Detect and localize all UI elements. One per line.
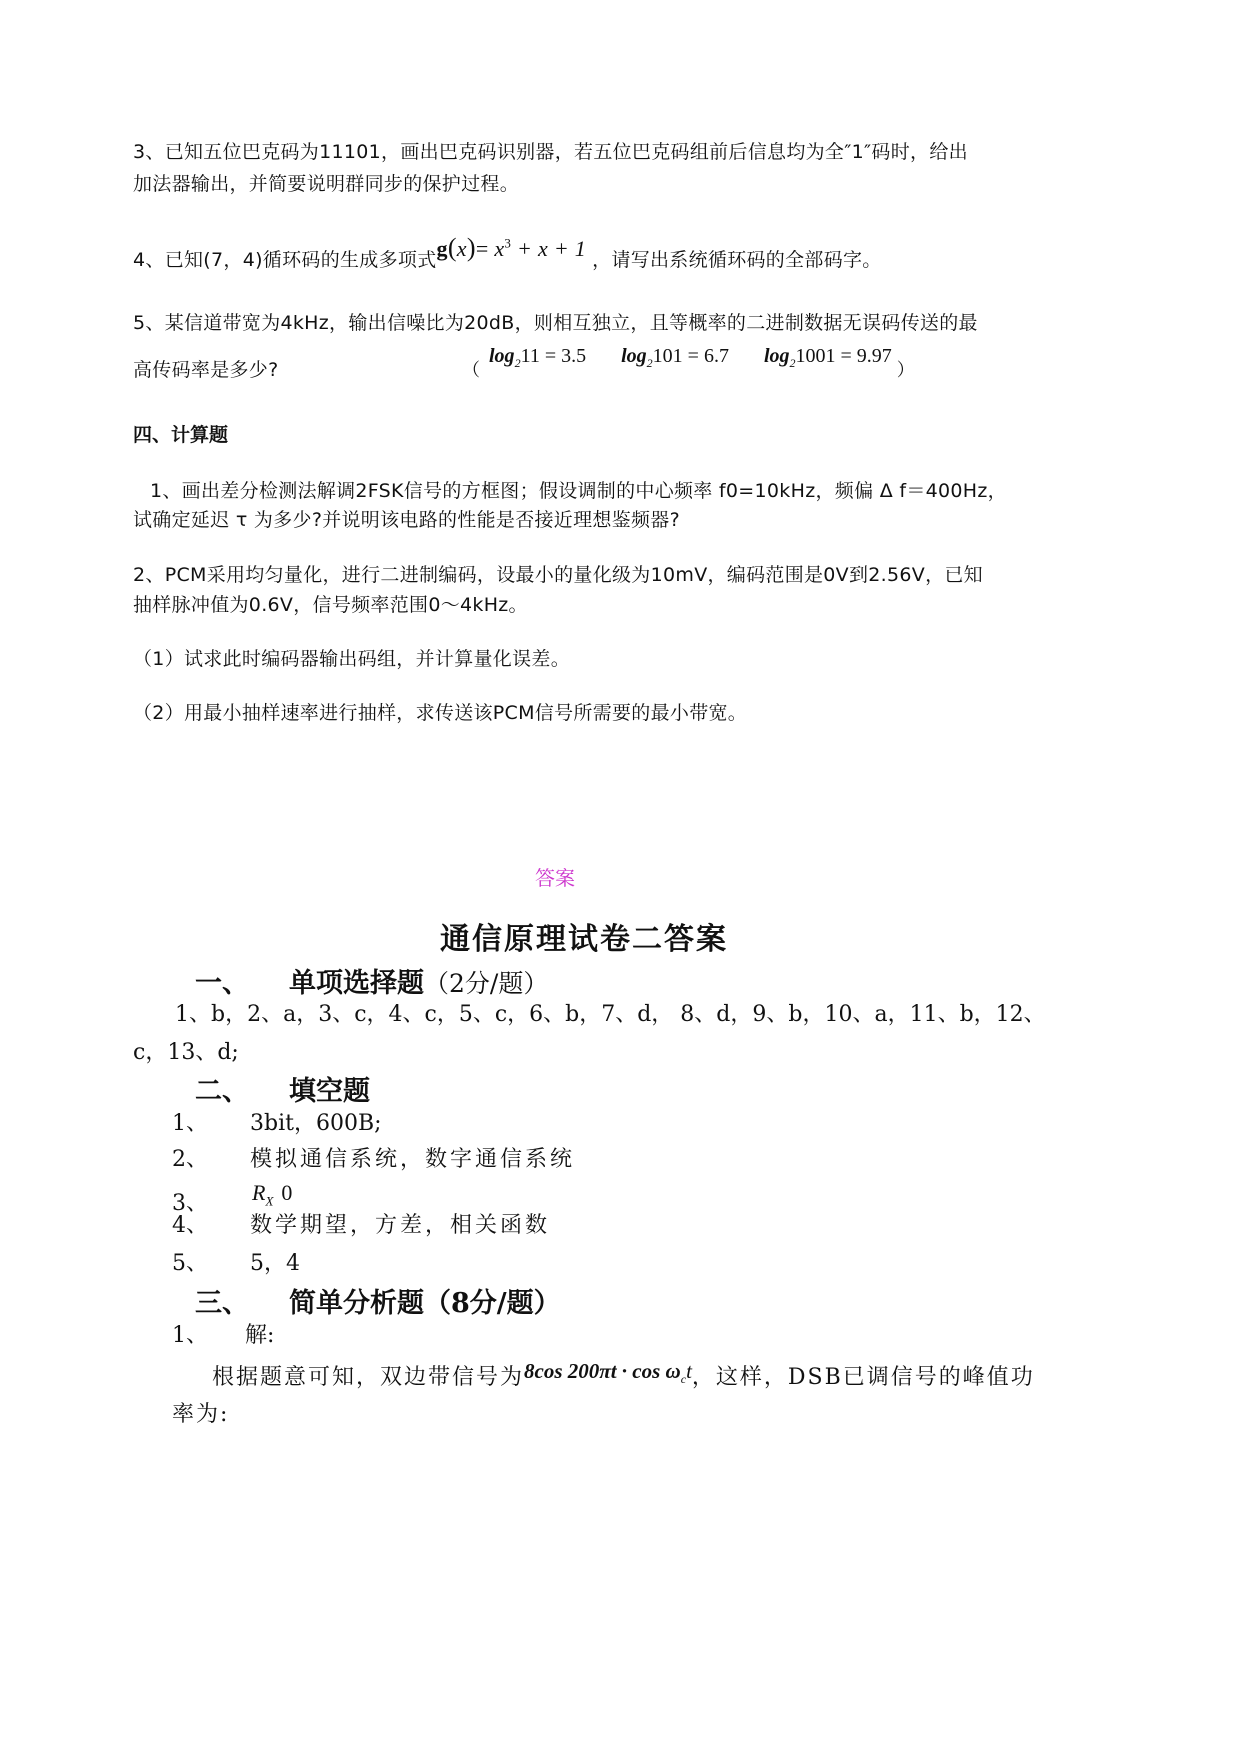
answer-section-1-line1: 1、b，2、a，3、c，4、c，5、c，6、b，7、d， 8、d，9、b，10、a，11、b，12、 [175, 1002, 1046, 1027]
question-4 [133, 233, 882, 273]
calc-1-line1: 1、画出差分检测法解调2FSK信号的方框图；假设调制的中心频率 f0=10kHz，频偏 Δ f＝400Hz， [150, 480, 1007, 502]
fill-answer-4-text: 数学期望，方差，相关函数 [250, 1213, 551, 1238]
answer-section-1-line2: c，13、d; [133, 1040, 239, 1065]
answer-section-3-heading: 三、 简单分析题（8分/题） [195, 1288, 561, 1319]
fill-answer-5-text: 5，4 [250, 1251, 300, 1276]
analysis-1-paragraph-line1: 根据题意可知，双边带信号为8cos $200\pi t \cdot \cos \omega_ct$，这样，DSB已调信号的峰值功 [212, 1359, 1035, 1390]
fill-answer-2-text: 模拟通信系统，数字通信系统 [250, 1147, 576, 1172]
analysis-1-number: 1、 [172, 1323, 208, 1348]
calc-1-line2: 试确定延迟 τ 为多少?并说明该电路的性能是否接近理想鉴频器? [133, 509, 680, 531]
log-hint-3: $\log_21001 = 9.97$ [763, 345, 892, 370]
question-3-line2: 加法器输出，并简要说明群同步的保护过程。 [133, 173, 520, 195]
answer-section-1-heading: 一、 单项选择题（2分/题） [195, 968, 549, 999]
answer-section-2-heading: 二、 填空题 [195, 1076, 370, 1107]
generator-polynomial-formula: $g(x)= x^3 + x + 1$ [436, 233, 587, 262]
question-3-line1: 3、已知五位巴克码为11101，画出巴克码识别器，若五位巴克码组前后信息均为全″1″码时，给出 [133, 141, 968, 163]
fill-answer-2-number: 2、 [172, 1147, 208, 1172]
question-5-line2: 高传码率是多少? [133, 359, 279, 381]
calc-2-line1: 2、PCM采用均匀量化，进行二进制编码，设最小的量化级为10mV，编码范围是0V到2.56V，已知 [133, 564, 983, 586]
answer-title: 通信原理试卷二答案 [440, 922, 728, 957]
calc-2-sub1: （1）试求此时编码器输出码组，并计算量化误差。 [133, 648, 570, 670]
fill-answer-3-formula: $R_X$ 0 [252, 1180, 293, 1209]
question-4-prefix: 4、已知(7，4)循环码的生成多项式 [133, 249, 437, 271]
log-hint-1: $\log_211 = 3.5$ [489, 345, 587, 370]
answer-label: 答案 [535, 866, 575, 890]
question-4-suffix: ，请写出系统循环码的全部码字。 [592, 249, 882, 271]
dsb-signal-formula: 8cos $200\pi t \cdot \cos \omega_ct$ [524, 1359, 692, 1387]
section-4-heading: 四、计算题 [133, 424, 229, 446]
log-hint-2: $\log_2101 = 6.7$ [621, 345, 729, 370]
fill-answer-3-number: 3、 [172, 1191, 208, 1216]
fill-answer-1-text: 3bit，600B; [250, 1111, 382, 1136]
fill-answer-4-number: 4、 [172, 1213, 208, 1238]
analysis-1-paragraph-line2: 率为: [172, 1402, 230, 1427]
calc-2-line2: 抽样脉冲值为0.6V，信号频率范围0～4kHz。 [133, 594, 528, 616]
calc-2-sub2: （2）用最小抽样速率进行抽样，求传送该PCM信号所需要的最小带宽。 [133, 702, 748, 724]
fill-answer-1-number: 1、 [172, 1111, 208, 1136]
fill-answer-5-number: 5、 [172, 1251, 208, 1276]
question-5-line1: 5、某信道带宽为4kHz，输出信噪比为20dB，则相互独立，且等概率的二进制数据无误码传送的最 [133, 312, 978, 334]
log-hint: （ $\log_211 = 3.5$ $\log_2101 = 6.7$ $\log_21001 = 9.97$ ） [462, 345, 915, 381]
analysis-1-text: 解: [245, 1323, 275, 1348]
